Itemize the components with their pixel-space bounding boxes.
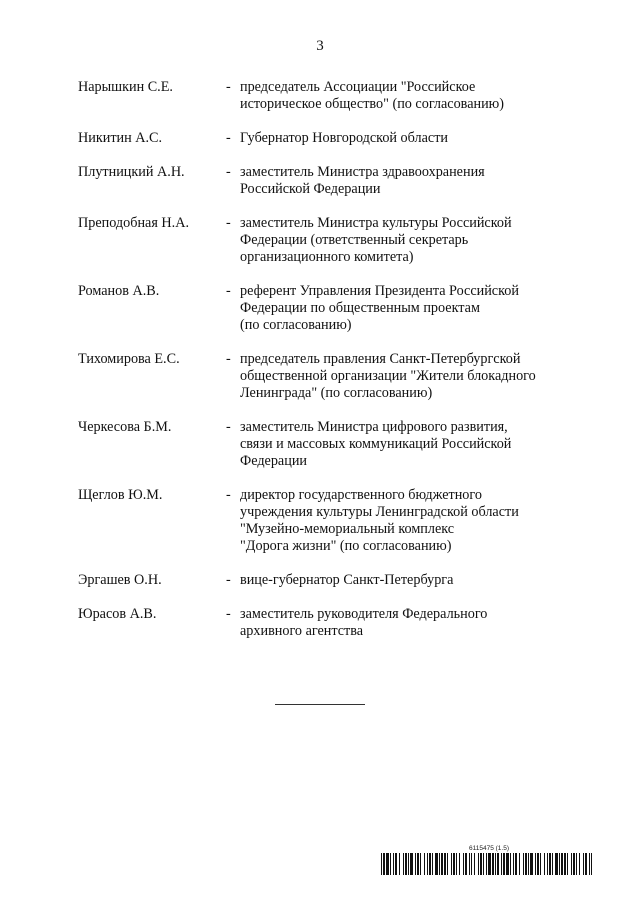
member-role: председатель Ассоциации "Российское историческое общество" (по согласованию) <box>240 79 504 112</box>
member-row <box>78 130 578 147</box>
member-role: заместитель руководителя Федерального архивного агентства <box>240 606 488 639</box>
barcode-block <box>381 845 593 875</box>
member-name: Плутницкий А.Н. <box>78 164 185 180</box>
member-row <box>78 606 578 640</box>
barcode-icon <box>381 853 593 875</box>
member-dash: - <box>226 606 231 622</box>
member-role: вице-губернатор Санкт-Петербурга <box>240 572 454 588</box>
member-name: Тихомирова Е.С. <box>78 351 180 367</box>
member-name: Щеглов Ю.М. <box>78 487 163 503</box>
member-row <box>78 164 578 198</box>
member-name: Нарышкин С.Е. <box>78 79 173 95</box>
member-row <box>78 487 578 555</box>
member-dash: - <box>226 572 231 588</box>
members-list <box>78 79 578 657</box>
member-role: заместитель Министра здравоохранения Российской Федерации <box>240 164 485 197</box>
member-row <box>78 79 578 113</box>
barcode-label: 6115475 (1.5) <box>469 845 509 852</box>
page-number: 3 <box>316 38 324 54</box>
member-row <box>78 351 578 402</box>
member-dash: - <box>226 283 231 299</box>
end-rule <box>275 704 365 705</box>
member-dash: - <box>226 79 231 95</box>
member-name: Никитин А.С. <box>78 130 163 146</box>
member-dash: - <box>226 487 231 503</box>
member-row <box>78 419 578 470</box>
member-role: референт Управления Президента Российской Федерации по общественным проектам (по согласованию) <box>240 283 519 333</box>
member-row <box>78 572 578 589</box>
member-dash: - <box>226 351 231 367</box>
member-name: Романов А.В. <box>78 283 160 299</box>
member-role: председатель правления Санкт-Петербургской общественной организации "Жители блокадного Ленинграда" (по согласованию) <box>240 351 536 401</box>
member-dash: - <box>226 130 231 146</box>
member-name: Преподобная Н.А. <box>78 215 189 231</box>
member-role: заместитель Министра культуры Российской Федерации (ответственный секретарь организационного комитета) <box>240 215 512 265</box>
member-row <box>78 215 578 266</box>
member-dash: - <box>226 215 231 231</box>
member-role: Губернатор Новгородской области <box>240 130 448 146</box>
member-row <box>78 283 578 334</box>
member-name: Эргашев О.Н. <box>78 572 162 588</box>
member-dash: - <box>226 164 231 180</box>
member-dash: - <box>226 419 231 435</box>
member-role: заместитель Министра цифрового развития, связи и массовых коммуникаций Российской Федерации <box>240 419 512 469</box>
member-name: Черкесова Б.М. <box>78 419 172 435</box>
member-name: Юрасов А.В. <box>78 606 157 622</box>
member-role: директор государственного бюджетного учреждения культуры Ленинградской области "Музейно-мемориальный комплекс "Дорога жизни" (по согласованию) <box>240 487 519 554</box>
